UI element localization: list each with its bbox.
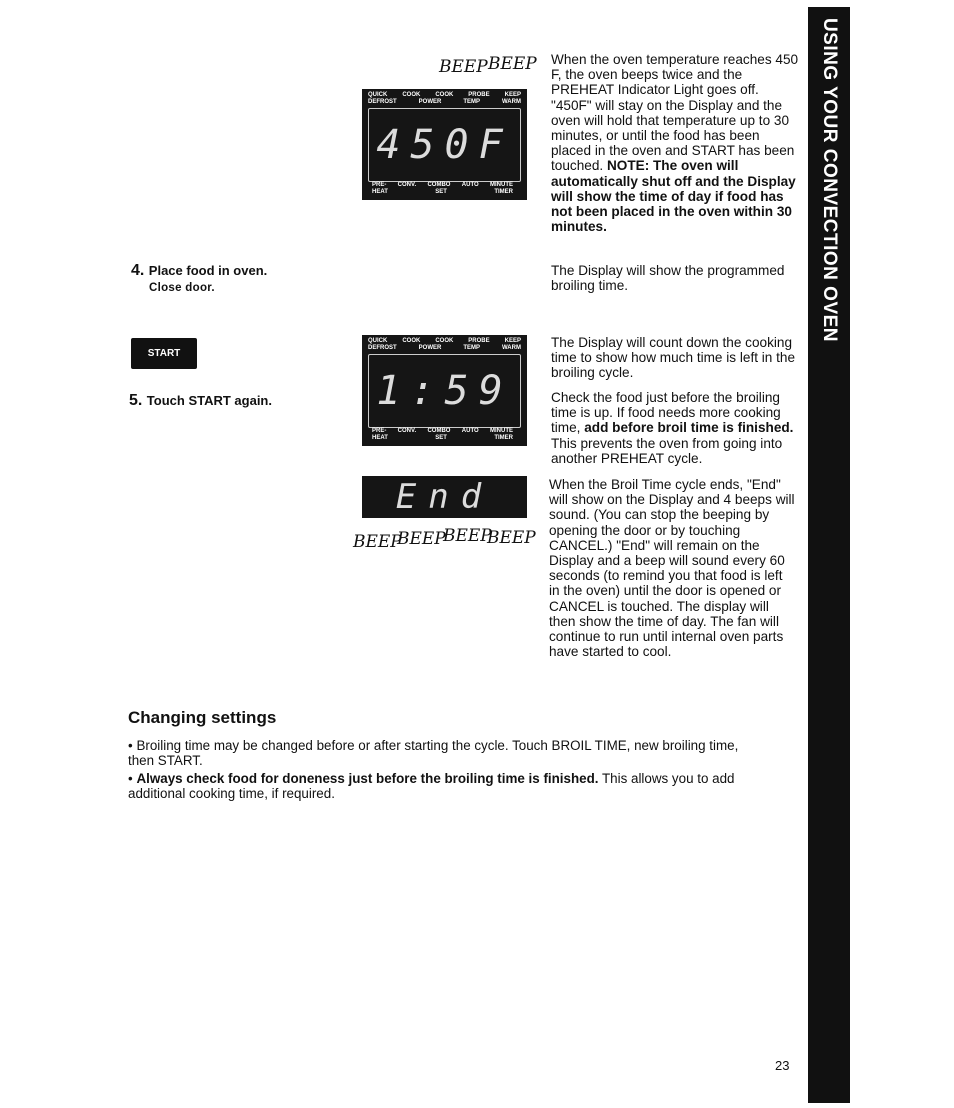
- section-heading: Changing settings: [128, 708, 277, 727]
- start-button: START: [131, 338, 197, 369]
- preheat-paragraph: When the oven temperature reaches 450 F, the oven beeps twice and the PREHEAT Indicator Light goes off. "450F" will stay on the Display and the oven will hold that temperature up to 30 minutes, or until the food has been placed in the oven and START has been touched. NOTE: The oven will automatically shut off and the Display will show the time of day if food has not been placed in the oven within 30 minutes.: [551, 52, 799, 235]
- beep-text: BEEP: [439, 57, 488, 77]
- display-screen: [368, 108, 521, 182]
- check-food-paragraph: Check the food just before the broiling time is up. If food needs more cooking time, add before broil time is finished. This prevents the oven from going into another PREHEAT cycle.: [551, 390, 794, 466]
- oven-display-panel: QUICK COOK COOK PROBE KEEP DEFROST POWER TEMP WARM 1:59 PRE- CONV. COMBO AUTO MINUTE HEAT SET TIMER: [362, 335, 527, 446]
- bullet-bold-text: Always check food for doneness just before the broiling time is finished.: [136, 771, 599, 786]
- step-4-description: The Display will show the programmed broiling time.: [551, 263, 785, 294]
- display-screen: [368, 354, 521, 428]
- beep-text: BEEP: [353, 532, 402, 552]
- display-readout: 450F: [376, 122, 513, 168]
- step-4-sub: Close door.: [149, 282, 215, 294]
- bullet-text: Broiling time may be changed before or after starting the cycle. Touch BROIL TIME, new broiling time, then START.: [128, 738, 739, 768]
- oven-display-panel: QUICK COOK COOK PROBE KEEP DEFROST POWER TEMP WARM 450F PRE- CONV. COMBO AUTO MINUTE HEAT SET TIMER: [362, 89, 527, 200]
- page-number: 23: [775, 1058, 790, 1073]
- step-5: 5. Touch START again.: [129, 392, 272, 409]
- end-paragraph: When the Broil Time cycle ends, "End" will show on the Display and 4 beeps will sound. (You can stop the beeping by opening the door or by touching CANCEL.) "End" will remain on the Display and a beep will sound every 60 seconds (to remind you that food is left in the oven) until the door is opened or CANCEL is touched. The display will then show the time of day. The fan will continue to run until internal oven parts have started to cool.: [549, 477, 795, 660]
- bullet-item: • Broiling time may be changed before or after starting the cycle. Touch BROIL TIME, new broiling time, then START.: [128, 738, 739, 768]
- beep-text: BEEP: [488, 54, 537, 74]
- end-display: [362, 476, 527, 518]
- countdown-paragraph: The Display will count down the cooking time to show how much time is left in the broiling cycle.: [551, 335, 796, 381]
- side-tab-label: USING YOUR CONVECTION OVEN: [819, 17, 840, 343]
- beep-text: BEEP: [397, 529, 446, 549]
- step-4: 4. Place food in oven. Close door.: [131, 262, 268, 294]
- end-readout: End: [395, 477, 494, 517]
- beep-text: BEEP: [443, 526, 492, 546]
- bullet-item: • Always check food for doneness just before the broiling time is finished. This allows you to add additional cooking time, if required.: [128, 771, 735, 801]
- beep-text: BEEP: [487, 528, 536, 548]
- display-readout: 1:59: [376, 368, 513, 414]
- bullet-text: This allows you to add additional cooking time, if required.: [128, 771, 735, 801]
